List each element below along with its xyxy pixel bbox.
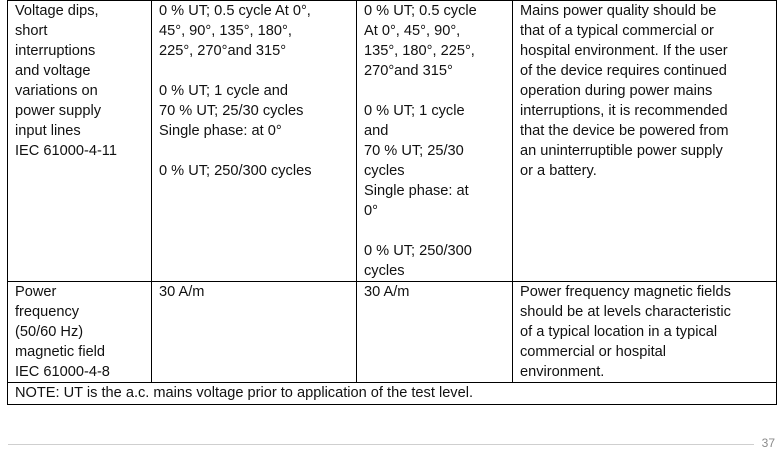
compliance-level-text: 30 A/m: [364, 284, 410, 300]
test-level-text: 30 A/m: [159, 284, 205, 300]
test-level-cell: [152, 1, 357, 282]
guidance-cell: [513, 1, 777, 282]
phenomenon-text: Power frequency (50/60 Hz) magnetic field IEC 61000-4-8: [15, 284, 110, 380]
phenomenon-cell: [8, 1, 152, 282]
page-number: 37: [761, 436, 775, 450]
guidance-text: Power frequency magnetic fields should be at levels characteristic of a typical location in a typical commercial or hospital environment.: [520, 284, 731, 380]
phenomenon-text: Voltage dips, short interruptions and voltage variations on power supply input lines IEC 61000-4-11: [15, 3, 117, 159]
test-level-cell: [152, 282, 357, 383]
compliance-level-cell: [357, 1, 513, 282]
guidance-text: Mains power quality should be that of a typical commercial or hospital environment. If the user of the device requires continued operation during power mains interruptions, it is recommended that the device be powered from an uninterruptible power supply or a battery.: [520, 3, 729, 179]
guidance-cell: [513, 282, 777, 383]
phenomenon-cell: [8, 282, 152, 383]
compliance-level-cell: [357, 282, 513, 383]
table-note: NOTE: UT is the a.c. mains voltage prior to application of the test level.: [15, 385, 474, 401]
table-note-cell: [8, 383, 777, 405]
table-note-row: [8, 383, 777, 405]
test-level-text: 0 % UT; 0.5 cycle At 0°, 45°, 90°, 135°, 180°, 225°, 270°and 315° 0 % UT; 1 cycle and 70 % UT; 25/30 cycles Single phase: at 0° 0 % UT; 250/300 cycles: [159, 3, 312, 179]
table-row: [8, 1, 777, 282]
compliance-level-text: 0 % UT; 0.5 cycle At 0°, 45°, 90°, 135°, 180°, 225°, 270°and 315° 0 % UT; 1 cycle and 70 % UT; 25/30 cycles Single phase: at 0° 0 % UT; 250/300 cycles: [364, 3, 477, 279]
emc-immunity-table: [7, 0, 777, 405]
table-row: [8, 282, 777, 383]
footer-divider: [8, 444, 754, 445]
